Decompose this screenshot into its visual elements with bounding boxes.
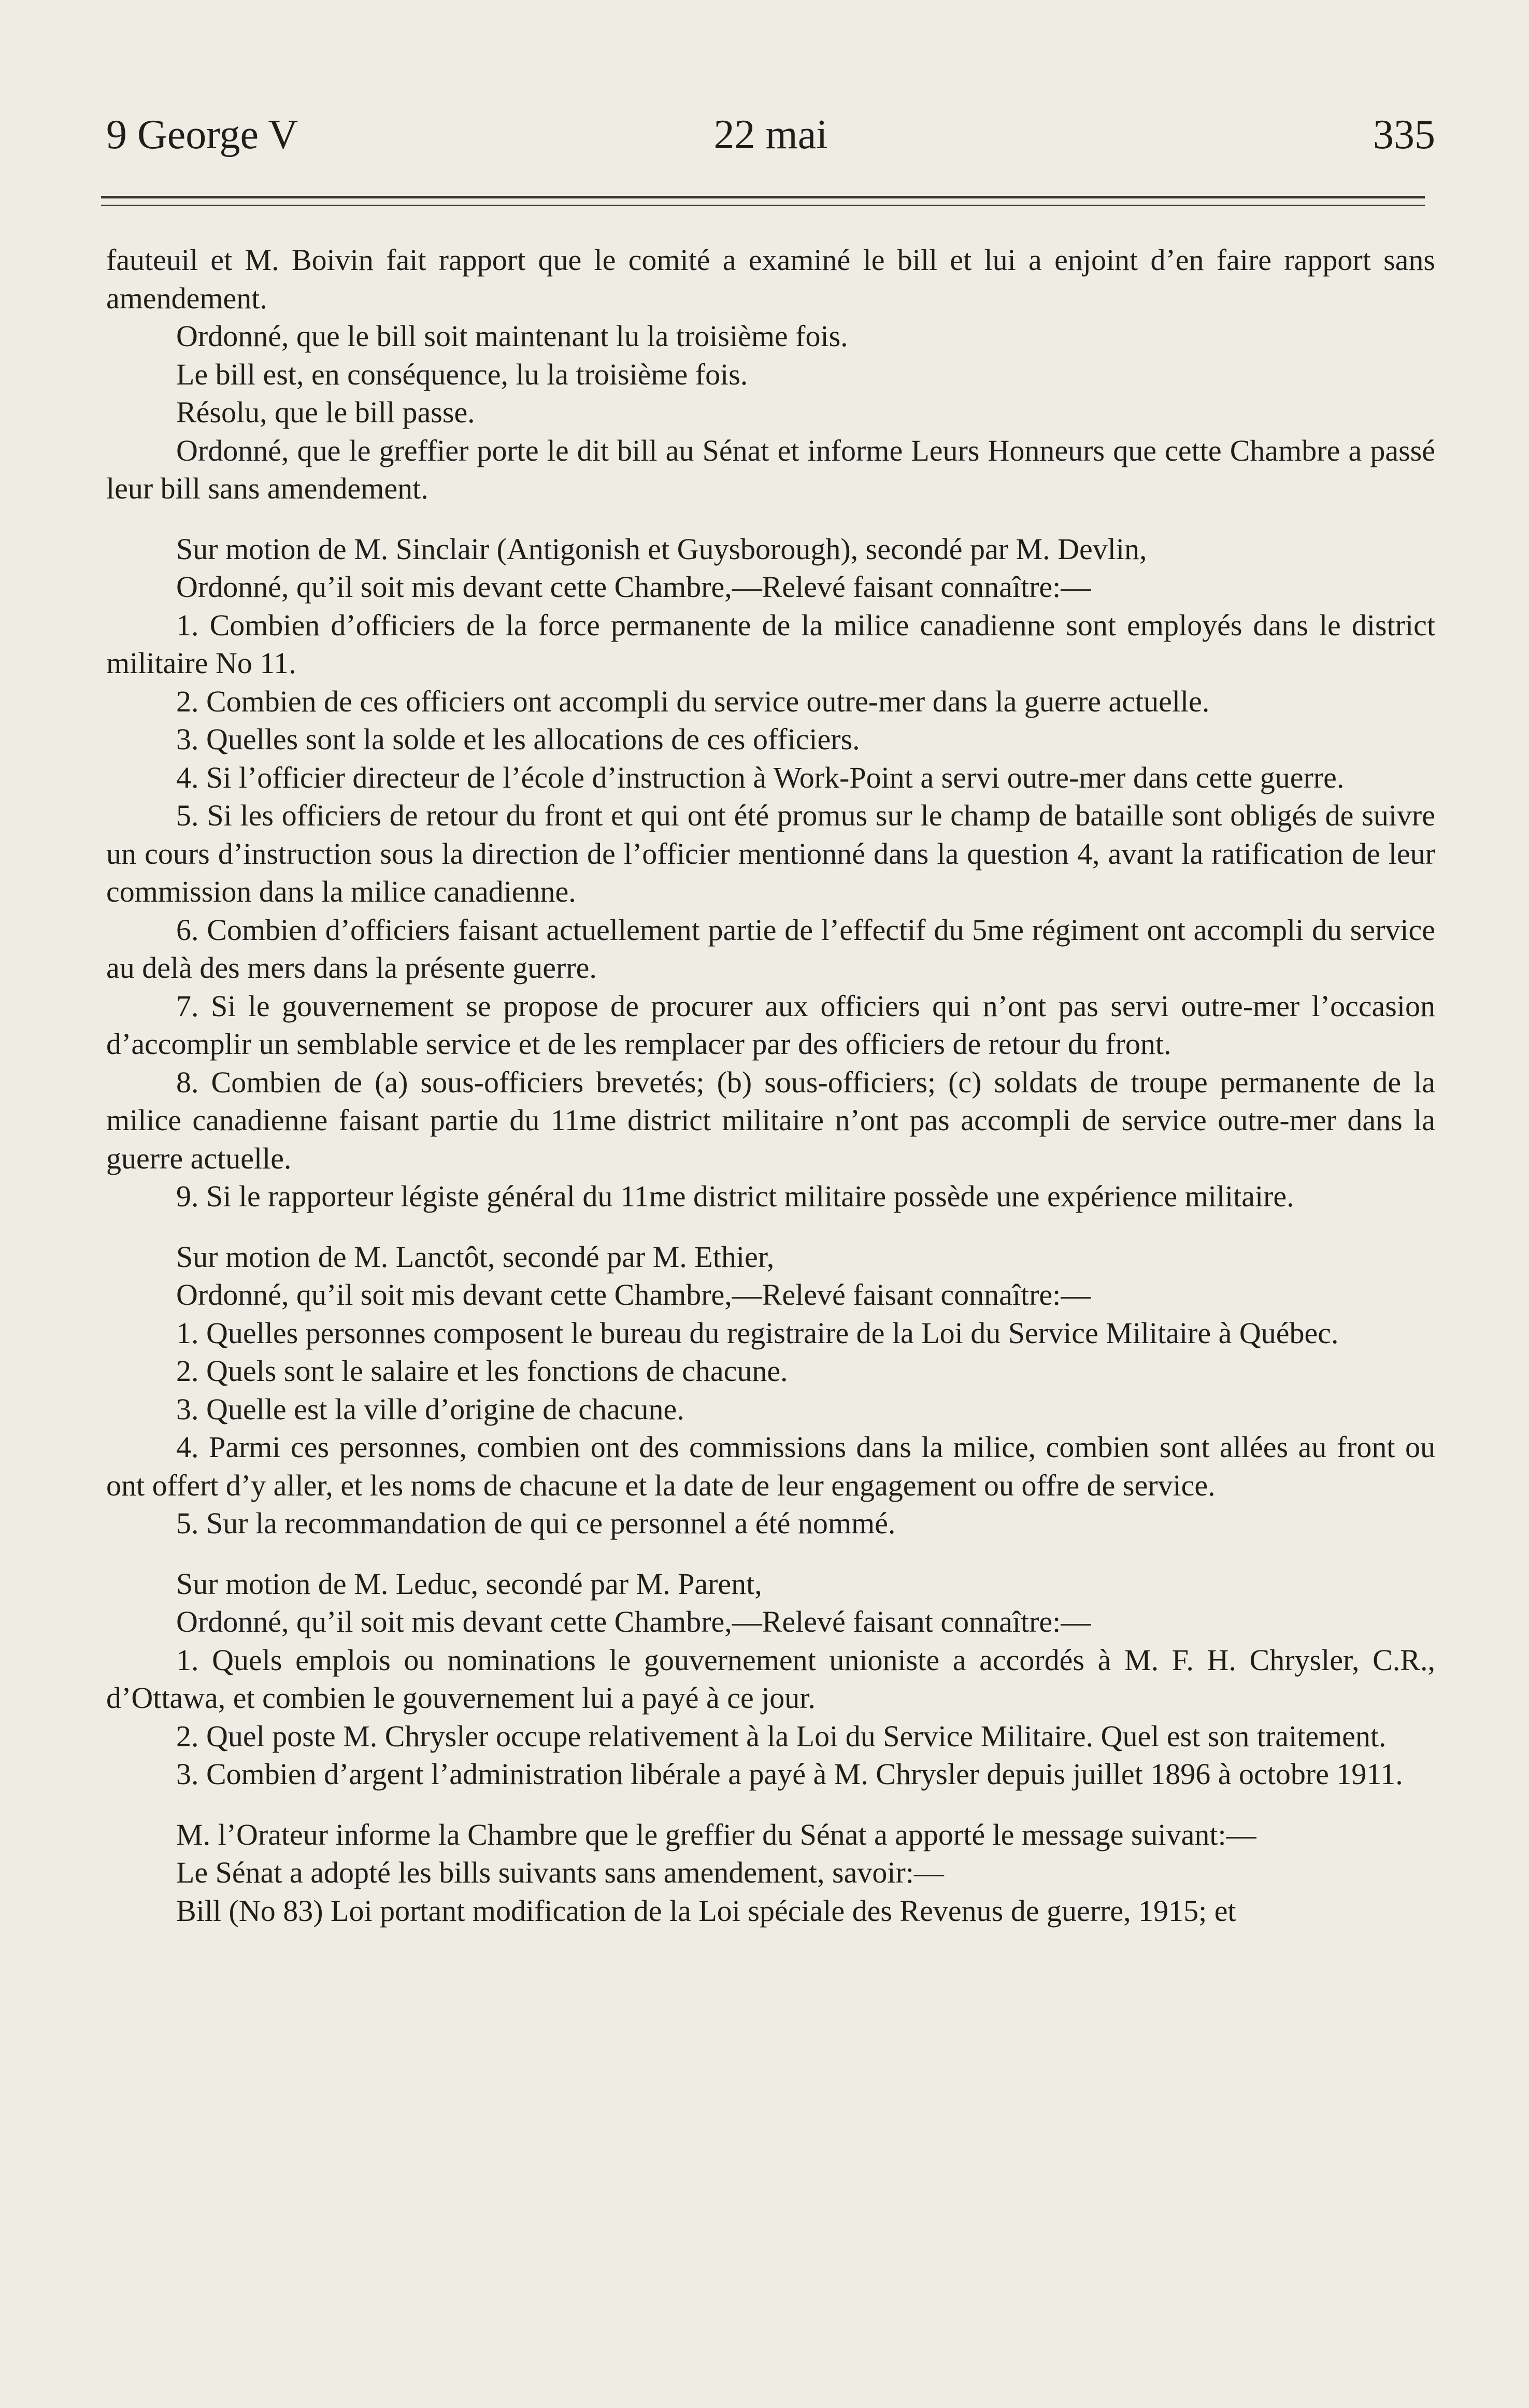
paragraph: Bill (No 83) Loi portant modification de la Loi spéciale des Revenus de guerre, 1915; et [176, 1893, 1236, 1928]
header-regnal-year: 9 George V [106, 112, 298, 158]
header-date: 22 mai [713, 112, 828, 158]
paragraph: Résolu, que le bill passe. [176, 395, 475, 429]
question-item: 4. Parmi ces personnes, combien ont des commissions dans la milice, combien sont allées au front ou ont offert d’y aller, et les noms de chacune et la date de leur engagement ou offre de service. [106, 1430, 1435, 1502]
question-item: 3. Quelle est la ville d’origine de chacune. [176, 1392, 684, 1426]
question-item: 5. Si les officiers de retour du front et qui ont été promus sur le champ de bataille sont obligés de suivre un cours d’instruction sous la direction de l’officier mentionné dans la question 4, avant la ratification de leur commission dans la milice canadienne. [106, 799, 1435, 908]
paragraph: Ordonné, qu’il soit mis devant cette Chambre,—Relevé faisant connaître:— [176, 570, 1091, 604]
question-item: 8. Combien de (a) sous-officiers brevetés; (b) sous-officiers; (c) soldats de troupe permanente de la milice canadienne faisant partie du 11me district militaire n’ont pas accompli de service outre-mer dans la guerre actuelle. [106, 1065, 1435, 1175]
paragraph: Ordonné, que le greffier porte le dit bill au Sénat et informe Leurs Honneurs que cette Chambre a passé leur bill sans amendement. [106, 433, 1435, 505]
motion-heading: Sur motion de M. Lanctôt, secondé par M. Ethier, [176, 1239, 775, 1274]
question-item: 3. Quelles sont la solde et les allocations de ces officiers. [176, 722, 860, 756]
paragraph: fauteuil et M. Boivin fait rapport que le comité a examiné le bill et lui a enjoint d’en faire rapport sans amendement. [106, 243, 1435, 315]
paragraph: M. l’Orateur informe la Chambre que le greffier du Sénat a apporté le message suivant:— [176, 1817, 1256, 1851]
header-rule-thick [101, 196, 1425, 198]
section-gap [106, 508, 1435, 530]
question-item: 9. Si le rapporteur légiste général du 11me district militaire possède une expérience militaire. [176, 1179, 1294, 1213]
journal-text [106, 241, 1435, 1930]
question-item: 2. Quels sont le salaire et les fonctions de chacune. [176, 1354, 788, 1388]
paragraph: Ordonné, que le bill soit maintenant lu la troisième fois. [176, 319, 848, 353]
header-rule-thin [101, 205, 1425, 206]
running-header [106, 106, 1435, 163]
page-number: 335 [1373, 112, 1435, 158]
question-item: 3. Combien d’argent l’administration libérale a payé à M. Chrysler depuis juillet 1896 à octobre 1911. [176, 1757, 1403, 1791]
question-item: 4. Si l’officier directeur de l’école d’instruction à Work-Point a servi outre-mer dans cette guerre. [176, 760, 1345, 794]
question-item: 1. Quelles personnes composent le bureau du registraire de la Loi du Service Militaire à Québec. [176, 1316, 1339, 1350]
question-item: 7. Si le gouvernement se propose de procurer aux officiers qui n’ont pas servi outre-mer l’occasion d’accomplir un semblable service et de les remplacer par des officiers de retour du front. [106, 989, 1435, 1061]
motion-heading: Sur motion de M. Leduc, secondé par M. Parent, [176, 1566, 762, 1601]
question-item: 1. Quels emplois ou nominations le gouvernement unioniste a accordés à M. F. H. Chrysler, C.R., d’Ottawa, et combien le gouvernement lui a payé à ce jour. [106, 1643, 1435, 1715]
section-gap [106, 1216, 1435, 1238]
paragraph: Le bill est, en conséquence, lu la troisième fois. [176, 357, 748, 391]
question-item: 5. Sur la recommandation de qui ce personnel a été nommé. [176, 1506, 896, 1540]
section-gap [106, 1543, 1435, 1565]
paragraph: Ordonné, qu’il soit mis devant cette Chambre,—Relevé faisant connaître:— [176, 1605, 1091, 1638]
motion-heading: Sur motion de M. Sinclair (Antigonish et Guysborough), secondé par M. Devlin, [176, 532, 1147, 566]
question-item: 2. Quel poste M. Chrysler occupe relativement à la Loi du Service Militaire. Quel est son traitement. [176, 1719, 1387, 1753]
paragraph: Ordonné, qu’il soit mis devant cette Chambre,—Relevé faisant connaître:— [176, 1278, 1091, 1312]
question-item: 6. Combien d’officiers faisant actuellement partie de l’effectif du 5me régiment ont accompli du service au delà des mers dans la présente guerre. [106, 913, 1435, 985]
paragraph: Le Sénat a adopté les bills suivants sans amendement, savoir:— [176, 1856, 944, 1889]
section-gap [106, 1793, 1435, 1816]
question-item: 2. Combien de ces officiers ont accompli du service outre-mer dans la guerre actuelle. [176, 684, 1210, 718]
question-item: 1. Combien d’officiers de la force permanente de la milice canadienne sont employés dans le district militaire No 11. [106, 608, 1435, 680]
